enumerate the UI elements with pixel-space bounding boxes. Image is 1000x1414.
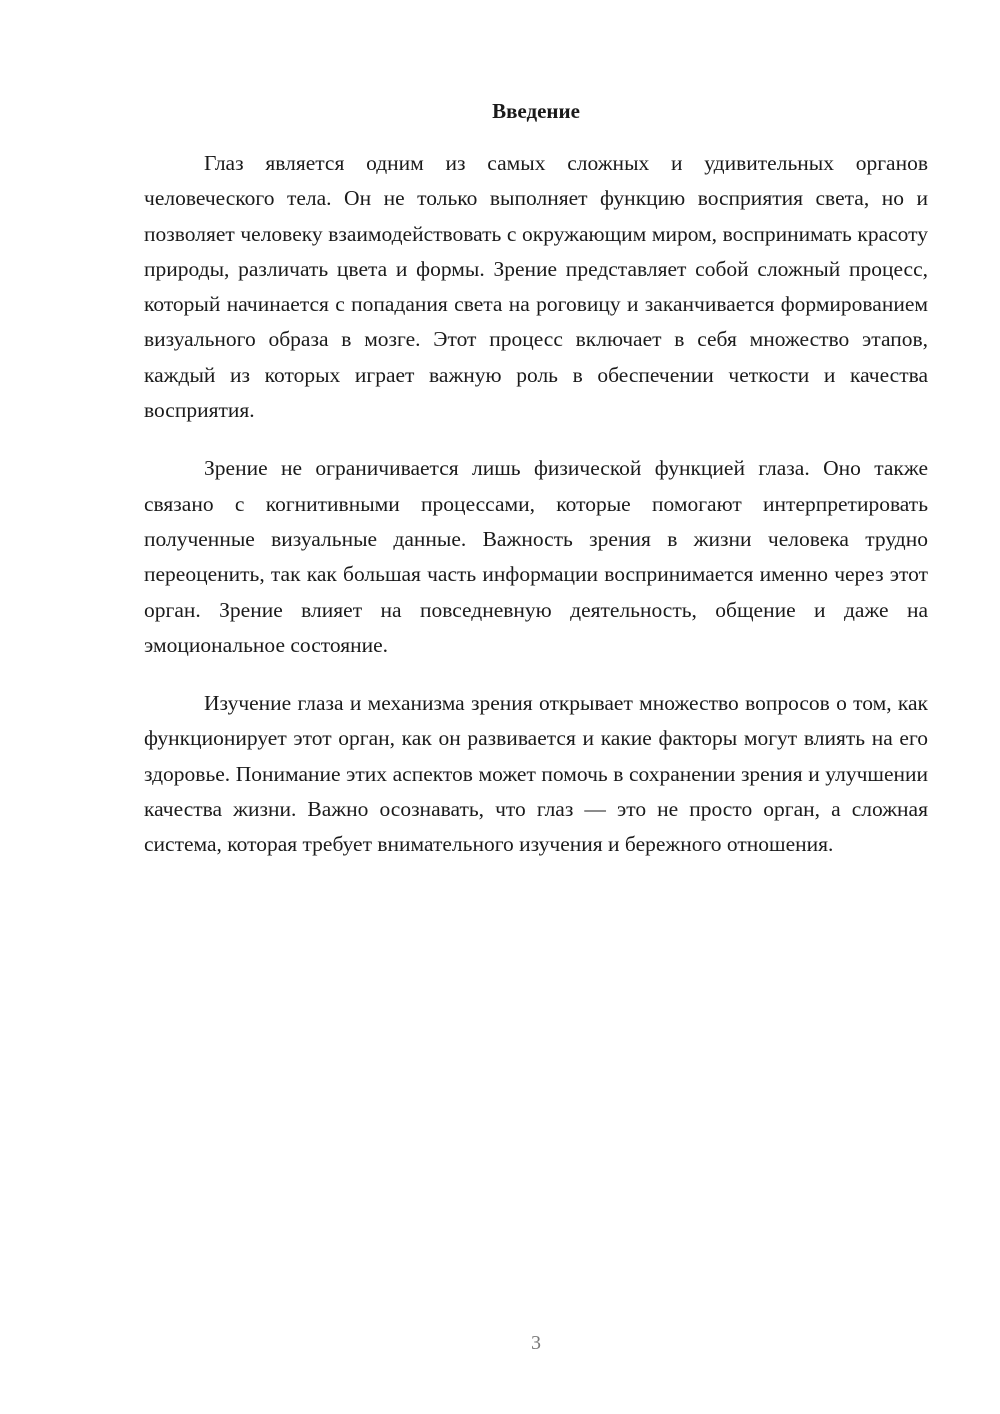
paragraph-2: Зрение не ограничивается лишь физической функцией глаза. Оно также связано с когнитивными процессами, которые помогают интерпретировать полученные визуальные данные. Важность зрения в жизни человека трудно переоценить, так как большая часть информации воспринимается именно через этот орган. Зрение влияет на повседневную деятельность, общение и даже на эмоциональное состояние. bbox=[144, 456, 928, 657]
paragraph-3: Изучение глаза и механизма зрения открывает множество вопросов о том, как функционирует этот орган, как он развивается и какие факторы могут влиять на его здоровье. Понимание этих аспектов может помочь в сохранении зрения и улучшении качества жизни. Важно осознавать, что глаз — это не просто орган, а сложная система, которая требует внимательного изучения и бережного отношения. bbox=[144, 691, 928, 857]
section-title: Введение bbox=[492, 99, 580, 123]
page-number: 3 bbox=[531, 1332, 541, 1354]
page-content bbox=[144, 96, 928, 886]
paragraph-1: Глаз является одним из самых сложных и удивительных органов человеческого тела. Он не только выполняет функцию восприятия света, но и позволяет человеку взаимодействовать с окружающим миром, воспринимать красоту природы, различать цвета и формы. Зрение представляет собой сложный процесс, который начинается с попадания света на роговицу и заканчивается формированием визуального образа в мозге. Этот процесс включает в себя множество этапов, каждый из которых играет важную роль в обеспечении четкости и качества восприятия. bbox=[144, 151, 928, 423]
